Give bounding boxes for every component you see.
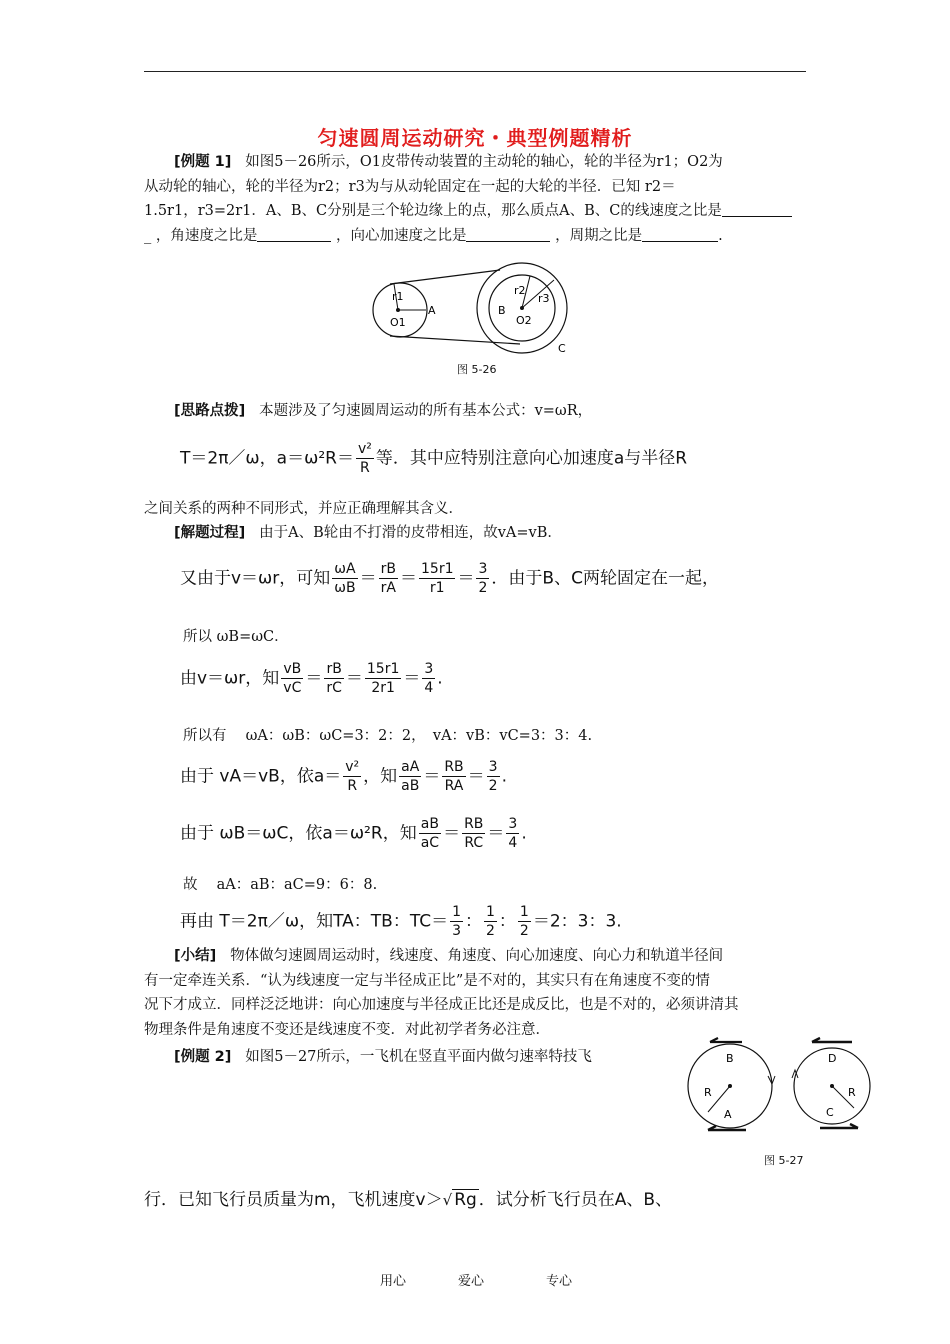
plane-bottom-right-icon: [820, 1124, 858, 1128]
figure-5-26: [370, 258, 580, 378]
label-D: D: [828, 1052, 837, 1065]
hint-line-3: 之间关系的两种不同形式，并应正确理解其含义．: [144, 501, 463, 517]
example-1-line-2: 从动轮的轴心，轮的半径为r2；r3为与从动轮固定在一起的大轮的半径．已知 r2＝: [144, 178, 676, 195]
footer-b: 爱心: [458, 1274, 485, 1289]
hint-formula: T＝2π／ω，a＝ω²R＝ $\frac{\text{v²}}{R}$ 等．其中应特别注意向心加速度a与半径R: [180, 441, 688, 476]
label-C: C: [558, 342, 566, 355]
summary-label: [小结]: [174, 948, 217, 964]
figure-5-27: [680, 1028, 880, 1140]
solution-ratios: 所以有 ωA：ωB：ωC=3：2：2， vA：vB：vC=3：3：4.: [183, 728, 593, 744]
belt-top: [390, 270, 500, 284]
plane-top-left-icon: [710, 1038, 742, 1042]
example-1-line-1: 如图5－26所示，O1皮带传动装置的主动轮的轴心，轮的半径为r1；O2为: [245, 154, 723, 170]
solution-line-1: 由于A、B轮由不打滑的皮带相连，故vA=vB．: [259, 525, 562, 541]
example-1-line-4b: ，向心加速度之比是: [335, 227, 467, 244]
label-C2: C: [826, 1106, 834, 1119]
label-R-left: R: [704, 1086, 712, 1099]
label-O1: O1: [390, 316, 406, 329]
label-A2: A: [724, 1108, 732, 1121]
summary-line-3: 况下才成立．同样泛泛地讲：向心加速度与半径成正比还是成反比，也是不对的，必须讲清其: [144, 997, 739, 1013]
example-2-label: [例题 2]: [174, 1049, 232, 1065]
solution-text: [144, 521, 810, 546]
example-2-text: [144, 1045, 684, 1070]
hint-line-1: 本题涉及了匀速圆周运动的所有基本公式：v=ωR，: [259, 403, 593, 419]
summary-line-2: 有一定牵连关系．“认为线速度一定与半径成正比”是不对的，其实只有在角速度不变的情: [144, 972, 710, 989]
solution-line-so: 所以 ωB=ωC．: [183, 629, 289, 645]
example-1-label: [例题 1]: [174, 154, 232, 170]
label-A: A: [428, 304, 436, 317]
example-1-line-3: 1.5r1，r3=2r1．A、B、C分别是三个轮边缘上的点，那么质点A、B、C的线速度之比是: [144, 203, 722, 219]
solution-label: [解题过程]: [174, 525, 246, 541]
figure-5-27-caption: 图 5-27: [764, 1154, 804, 1167]
equation-1: 又由于v＝ωr，可知 $\frac{\omega A}{\omega B}$ ＝ $\frac{rB}{rA}$ ＝ $\frac{15r1}{r1}$ ＝ $\frac{3}{2}$ ．由于B、C两轮固定在一起，: [180, 561, 719, 596]
label-r1: r1: [392, 290, 404, 303]
blank-3: [466, 227, 550, 242]
solution-acc: 故 aA：aB：aC=9：6：8.: [183, 877, 378, 893]
summary-line-1: 物体做匀速圆周运动时，线速度、角速度、向心加速度、向心力和轨道半径间: [230, 948, 724, 964]
example-1-line-4c: ，周期之比是: [555, 227, 643, 244]
page-title: 匀速圆周运动研究・典型例题精析: [317, 126, 633, 150]
example-1-text: [例题 1] 如图5－26所示，O1皮带传动装置的主动轮的轴心，轮的半径为r1；O2为 从动轮的轴心，轮的半径为r2；r3为与从动轮固定在一起的大轮的半径．已知 r2＝ 1.5r1，r3=2r1．A、B、C分别是三个轮边缘上的点，那么质点A、B、C的线速度之比是 _ ，角速度之比是 ，向心加速度之比是 ，周期之比是 .: [144, 150, 810, 248]
belt-bottom: [390, 336, 520, 344]
example-2-line-1: 如图5－27所示，一飞机在竖直平面内做匀速率特技飞: [245, 1049, 592, 1065]
figure-5-26-caption: 图 5-26: [457, 363, 497, 376]
hint-text: [144, 399, 810, 424]
label-R-right: R: [848, 1086, 856, 1099]
header-rule: [144, 71, 806, 72]
blank-4: [642, 227, 718, 242]
hint-label: [思路点拨]: [174, 403, 246, 419]
label-r2: r2: [514, 284, 526, 297]
equation-2: 由v＝ωr，知 $\frac{vB}{vC}$ ＝ $\frac{rB}{rC}$ ＝ $\frac{15r1}{2r1}$ ＝ $\frac{3}{4}$ .: [180, 661, 443, 696]
example-1-line-4a: _ ，角速度之比是: [144, 227, 258, 244]
blank-2: [257, 227, 331, 242]
label-B2: B: [726, 1052, 734, 1065]
label-r3: r3: [538, 292, 550, 305]
label-O2: O2: [516, 314, 532, 327]
example-2-line-2: 行．已知飞行员质量为m，飞机速度v＞√ Rg ．试分析飞行员在A、B、: [144, 1190, 673, 1210]
equation-4: 由于 ωB＝ωC，依a＝ω²R，知 $\frac{aB}{aC}$ ＝ $\frac{RB}{RC}$ ＝ $\frac{3}{4}$ .: [180, 816, 527, 851]
equation-5: 再由 T＝2π／ω，知TA：TB：TC＝ $\frac{1}{3}$ ： $\frac{1}{2}$ ： $\frac{1}{2}$ ＝2：3：3.: [180, 904, 622, 939]
footer-a: 用心: [380, 1274, 407, 1289]
footer-c: 专心: [546, 1274, 573, 1289]
plane-top-right-icon: [812, 1038, 852, 1042]
label-B: B: [498, 304, 506, 317]
summary-line-4: 物理条件是角速度不变还是线速度不变．对此初学者务必注意．: [144, 1021, 550, 1038]
blank-1: [722, 202, 792, 217]
equation-3: 由于 vA＝vB，依a＝ $\frac{\text{v²}}{R}$ ，知 $\frac{aA}{aB}$ ＝ $\frac{RB}{RA}$ ＝ $\frac{3}{2}$ .: [180, 759, 507, 794]
